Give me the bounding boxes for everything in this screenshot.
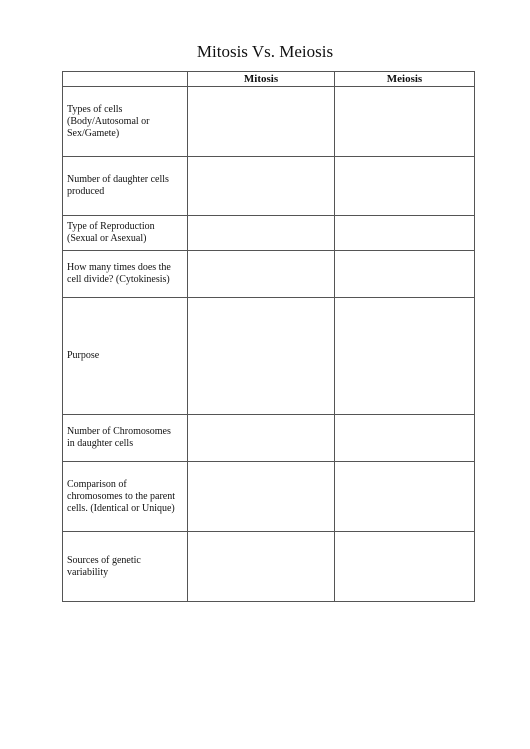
table-row (63, 251, 475, 298)
row-label-chromosomes: Number of Chromosomes in daughter cells (63, 415, 188, 462)
row-label-daughter-cells: Number of daughter cells produced (63, 157, 188, 216)
cell-meiosis-purpose[interactable] (335, 298, 475, 415)
cell-meiosis-genetic-variability[interactable] (335, 532, 475, 602)
cell-mitosis-chromosomes[interactable] (188, 415, 335, 462)
cell-meiosis-comparison[interactable] (335, 462, 475, 532)
table-row (63, 216, 475, 251)
table-row (63, 532, 475, 602)
table-row (63, 462, 475, 532)
cell-meiosis-reproduction[interactable] (335, 216, 475, 251)
row-label-cell-divide: How many times does the cell divide? (Cytokinesis) (63, 251, 188, 298)
row-label-reproduction: Type of Reproduction (Sexual or Asexual) (63, 216, 188, 251)
row-label-purpose: Purpose (63, 298, 188, 415)
cell-mitosis-genetic-variability[interactable] (188, 532, 335, 602)
cell-mitosis-daughter-cells[interactable] (188, 157, 335, 216)
cell-meiosis-daughter-cells[interactable] (335, 157, 475, 216)
cell-mitosis-types-of-cells[interactable] (188, 87, 335, 157)
comparison-table (62, 71, 475, 602)
cell-meiosis-cell-divide[interactable] (335, 251, 475, 298)
header-corner-cell (63, 72, 188, 87)
header-mitosis: Mitosis (188, 72, 335, 87)
cell-mitosis-purpose[interactable] (188, 298, 335, 415)
table-row (63, 157, 475, 216)
cell-mitosis-comparison[interactable] (188, 462, 335, 532)
cell-meiosis-types-of-cells[interactable] (335, 87, 475, 157)
row-label-types-of-cells: Types of cells (Body/Autosomal or Sex/Gamete) (63, 87, 188, 157)
table-row (63, 415, 475, 462)
cell-mitosis-reproduction[interactable] (188, 216, 335, 251)
table-row (63, 298, 475, 415)
row-label-genetic-variability: Sources of genetic variability (63, 532, 188, 602)
cell-meiosis-chromosomes[interactable] (335, 415, 475, 462)
row-label-comparison: Comparison of chromosomes to the parent cells. (Identical or Unique) (63, 462, 188, 532)
table-row (63, 87, 475, 157)
page-title: Mitosis Vs. Meiosis (196, 42, 334, 61)
header-meiosis: Meiosis (335, 72, 475, 87)
table-header-row (63, 72, 475, 87)
cell-mitosis-cell-divide[interactable] (188, 251, 335, 298)
